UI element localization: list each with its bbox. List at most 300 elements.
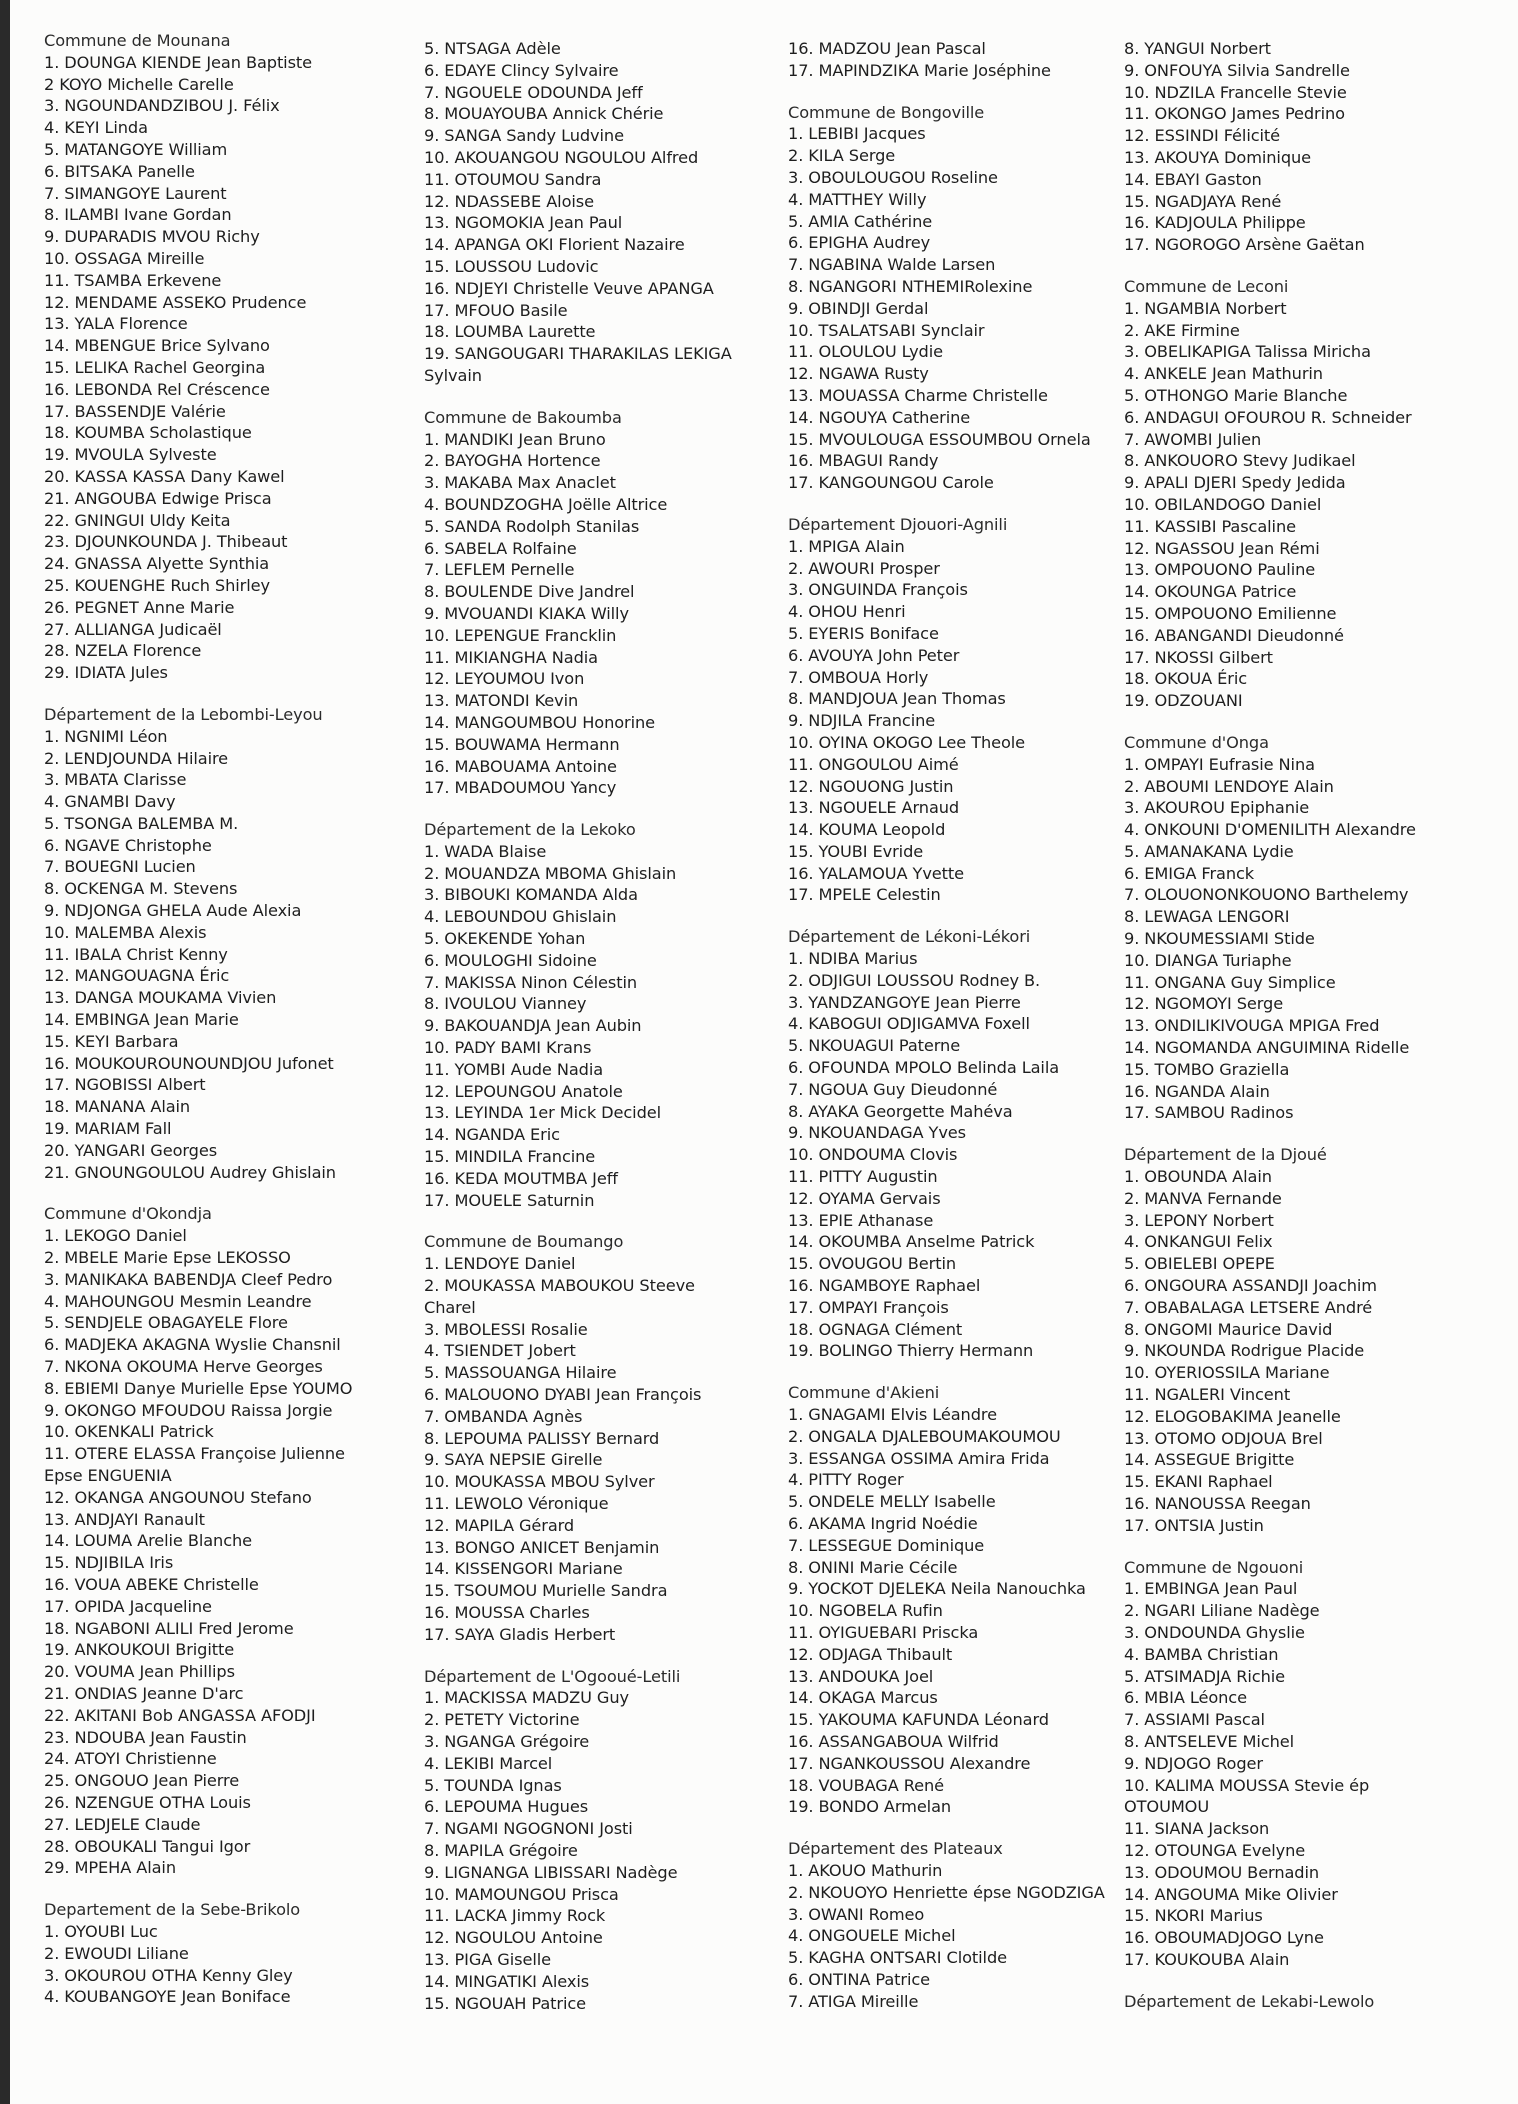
list-item: 8. ANKOUORO Stevy Judikael	[1124, 451, 1356, 471]
list-item: 14. ASSEGUE Brigitte	[1124, 1450, 1295, 1470]
list-item: 2. MOUKASSA MABOUKOU Steeve	[424, 1276, 695, 1296]
list-item: 16. NANOUSSA Reegan	[1124, 1494, 1311, 1513]
list-item: 4. ONGOUELE Michel	[788, 1926, 956, 1946]
list-item: 27. ALLIANGA Judicaël	[44, 619, 222, 639]
list-item: 17. MFOUO Basile	[424, 300, 568, 320]
list-item: 10. OYINA OKOGO Lee Theole	[788, 732, 1026, 752]
list-item: 6. ANDAGUI OFOUROU R. Schneider	[1124, 407, 1412, 427]
list-item: 23. DJOUNKOUNDA J. Thibeaut	[44, 532, 288, 552]
list-item: 12. MAPILA Gérard	[424, 1515, 575, 1535]
list-item: 17. KOUKOUBA Alain	[1124, 1949, 1290, 1969]
list-item: 16. MOUKOUROUNOUNDJOU Jufonet	[44, 1053, 334, 1073]
list-item: 18. OGNAGA Clément	[788, 1319, 963, 1339]
list-item: 10. MALEMBA Alexis	[44, 922, 207, 942]
list-item: 3. BIBOUKI KOMANDA Alda	[424, 885, 638, 905]
list-item: 1. NDIBA Marius	[788, 949, 918, 969]
list-item: 7. NGABINA Walde Larsen	[788, 255, 996, 275]
list-item: 4. GNAMBI Davy	[44, 792, 176, 812]
list-item: 13. YALA Florence	[44, 314, 188, 334]
list-item: 9. BAKOUANDJA Jean Aubin	[424, 1016, 642, 1036]
list-item: 23. NDOUBA Jean Faustin	[44, 1727, 247, 1747]
list-item: 8. ILAMBI Ivane Gordan	[44, 205, 232, 225]
column-3	[788, 38, 1105, 2033]
list-item: 14. OKAGA Marcus	[788, 1688, 938, 1708]
list-item: 25. ONGOUO Jean Pierre	[44, 1771, 240, 1791]
list-item: 2. ODJIGUI LOUSSOU Rodney B.	[788, 970, 1041, 990]
list-item: 13. NGOMOKIA Jean Paul	[424, 213, 623, 233]
list-item: 1. OMPAYI Eufrasie Nina	[1124, 754, 1315, 774]
list-item: 5. OKEKENDE Yohan	[424, 929, 586, 949]
list-item: 9. NKOUMESSIAMI Stide	[1124, 929, 1315, 949]
list-item: 9. NKOUANDAGA Yves	[788, 1123, 966, 1143]
list-item: 1. MANDIKI Jean Bruno	[424, 429, 606, 449]
list-item: 5. OTHONGO Marie Blanche	[1124, 385, 1348, 405]
list-item: 18. VOUBAGA René	[788, 1775, 945, 1795]
list-item: 13. MOUASSA Charme Christelle	[788, 385, 1048, 405]
list-item: 16. KADJOULA Philippe	[1124, 213, 1306, 233]
list-item: 20. YANGARI Georges	[44, 1140, 218, 1160]
list-item: 2. AKE Firmine	[1124, 320, 1240, 340]
list-item: 14. NGANDA Eric	[424, 1125, 560, 1145]
list-item: 15. NGOUAH Patrice	[424, 1993, 587, 2013]
list-item: 10. OBILANDOGO Daniel	[1124, 494, 1322, 514]
list-item: 1. NGNIMI Léon	[44, 726, 168, 746]
list-item: 11. NGALERI Vincent	[1124, 1385, 1291, 1405]
list-item: 10. OYERIOSSILA Mariane	[1124, 1363, 1330, 1383]
list-item: 14. EBAYI Gaston	[1124, 169, 1262, 189]
list-item: 10. OSSAGA Mireille	[44, 248, 205, 268]
section-title: Département de Lékoni-Lékori	[788, 927, 1031, 947]
list-item: 11. OYIGUEBARI Priscka	[788, 1622, 979, 1642]
list-item: 9. NDJONGA GHELA Aude Alexia	[44, 901, 302, 921]
list-item: 7. SIMANGOYE Laurent	[44, 183, 227, 203]
list-item: 21. GNOUNGOULOU Audrey Ghislain	[44, 1162, 336, 1182]
list-item: 5. SENDJELE OBAGAYELE Flore	[44, 1313, 288, 1333]
list-item: 13. ANDOUKA Joel	[788, 1666, 934, 1686]
list-item: 8. LEPOUMA PALISSY Bernard	[424, 1428, 660, 1448]
list-item: 6. AVOUYA John Peter	[788, 645, 960, 665]
list-item: 10. OKENKALI Patrick	[44, 1422, 214, 1442]
list-item: 16. MADZOU Jean Pascal	[788, 39, 986, 58]
section	[44, 704, 352, 1184]
list-item: 13. NGOUELE Arnaud	[788, 798, 960, 818]
list-item: 3. OBOULOUGOU Roseline	[788, 167, 998, 187]
section	[788, 102, 1105, 494]
list-item: 12. NDASSEBE Aloise	[424, 191, 594, 211]
list-item: 12. OYAMA Gervais	[788, 1188, 941, 1208]
list-item: 5. ATSIMADJA Richie	[1124, 1666, 1286, 1686]
list-item: 6. NGAVE Christophe	[44, 835, 212, 855]
list-item: 11. PITTY Augustin	[788, 1167, 938, 1187]
section	[1124, 732, 1416, 1124]
list-item: 11. YOMBI Aude Nadia	[424, 1059, 604, 1079]
list-item: 7. OLOUONONKOUONO Barthelemy	[1124, 885, 1409, 905]
list-item: Epse ENGUENIA	[44, 1466, 172, 1485]
list-item: 3. MANIKAKA BABENDJA Cleef Pedro	[44, 1269, 333, 1289]
list-item: 13. LEYINDA 1er Mick Decidel	[424, 1103, 662, 1123]
list-item: 9. NKOUNDA Rodrigue Placide	[1124, 1341, 1365, 1361]
list-item: 12. NGOMOYI Serge	[1124, 994, 1284, 1014]
list-item: 9. SAYA NEPSIE Girelle	[424, 1450, 603, 1470]
list-item: 17. NGOROGO Arsène Gaëtan	[1124, 235, 1365, 255]
list-item: 3. LEPONY Norbert	[1124, 1210, 1274, 1230]
section	[1124, 1144, 1416, 1536]
list-item: 13. PIGA Giselle	[424, 1949, 551, 1969]
list-item: 9. APALI DJERI Spedy Jedida	[1124, 473, 1346, 493]
list-item: 14. MINGATIKI Alexis	[424, 1971, 590, 1991]
list-item: 18. OKOUA Éric	[1124, 669, 1248, 689]
list-item: 12. MENDAME ASSEKO Prudence	[44, 292, 307, 312]
list-item: 13. BONGO ANICET Benjamin	[424, 1537, 660, 1557]
list-item: 2. KILA Serge	[788, 146, 896, 166]
section-title: Commune de Leconi	[1124, 276, 1289, 296]
list-item: Sylvain	[424, 365, 482, 385]
list-item: 10. MAMOUNGOU Prisca	[424, 1884, 619, 1904]
list-item: 2. MBELE Marie Epse LEKOSSO	[44, 1248, 291, 1268]
list-item: 12. ESSINDI Félicité	[1124, 126, 1281, 146]
section	[1124, 276, 1416, 712]
section	[44, 1899, 352, 2008]
list-item: 15. TOMBO Graziella	[1124, 1059, 1290, 1079]
list-item: 3. ONDOUNDA Ghyslie	[1124, 1622, 1305, 1642]
list-item: 12. NGOULOU Antoine	[424, 1928, 603, 1948]
list-item: 11. OTOUMOU Sandra	[424, 169, 602, 189]
list-item: 28. OBOUKALI Tangui Igor	[44, 1836, 251, 1856]
list-item: 11. IBALA Christ Kenny	[44, 944, 228, 964]
section	[424, 407, 732, 799]
list-item: 12. ODJAGA Thibault	[788, 1644, 953, 1664]
list-item: 15. OMPOUONO Emilienne	[1124, 603, 1337, 623]
list-item: 4. PITTY Roger	[788, 1470, 904, 1490]
list-item: 7. OMBANDA Agnès	[424, 1406, 583, 1426]
list-item: 14. OKOUNGA Patrice	[1124, 582, 1297, 602]
section-title: Commune d'Akieni	[788, 1383, 940, 1403]
list-item: 8. NGANGORI NTHEMIRolexine	[788, 276, 1033, 296]
list-item: 5. MATANGOYE William	[44, 139, 228, 159]
section	[788, 38, 1105, 82]
list-item: 2. NGARI Liliane Nadège	[1124, 1601, 1320, 1621]
list-item: 14. MANGOUMBOU Honorine	[424, 712, 656, 732]
list-item: 16. ABANGANDI Dieudonné	[1124, 625, 1344, 645]
list-item: 13. OMPOUONO Pauline	[1124, 560, 1316, 580]
section-title: Département de Lekabi-Lewolo	[1124, 1991, 1375, 2011]
list-item: 2. LENDJOUNDA Hilaire	[44, 748, 229, 768]
list-item: 22. AKITANI Bob ANGASSA AFODJI	[44, 1705, 316, 1725]
list-item: 16. YALAMOUA Yvette	[788, 863, 965, 883]
list-item: 1. LEKOGO Daniel	[44, 1226, 187, 1246]
list-item: 16. MBAGUI Randy	[788, 451, 939, 471]
list-item: 9. SANGA Sandy Ludvine	[424, 126, 624, 146]
list-item: 9. NDJOGO Roger	[1124, 1753, 1263, 1773]
list-item: 4. KOUBANGOYE Jean Boniface	[44, 1987, 291, 2007]
list-item: 17. MBADOUMOU Yancy	[424, 778, 617, 798]
list-item: 2. MANVA Fernande	[1124, 1188, 1282, 1208]
list-item: 24. GNASSA Alyette Synthia	[44, 554, 270, 574]
list-item: 14. MBENGUE Brice Sylvano	[44, 336, 270, 356]
list-item: 14. KOUMA Leopold	[788, 820, 946, 840]
section-title: Commune de Mounana	[44, 31, 231, 50]
section-title: Departement de la Sebe-Brikolo	[44, 1900, 301, 1920]
list-item: 6. MBIA Léonce	[1124, 1688, 1247, 1708]
list-item: 16. MOUSSA Charles	[424, 1602, 590, 1622]
list-item: 12. NGASSOU Jean Rémi	[1124, 538, 1320, 558]
list-item: 19. ANKOUKOUI Brigitte	[44, 1640, 235, 1660]
list-item: 18. KOUMBA Scholastique	[44, 423, 252, 443]
list-item: 7. AWOMBI Julien	[1124, 429, 1262, 449]
section	[44, 1203, 352, 1879]
list-item: 14. KISSENGORI Mariane	[424, 1559, 623, 1579]
list-item: 5. AMIA Cathérine	[788, 211, 933, 231]
list-item: 7. MAKISSA Ninon Célestin	[424, 972, 638, 992]
list-item: 11. TSAMBA Erkevene	[44, 270, 222, 290]
list-item: 2. BAYOGHA Hortence	[424, 451, 601, 471]
list-item: 14. APANGA OKI Florient Nazaire	[424, 235, 685, 255]
section	[44, 30, 352, 684]
list-item: 19. ODZOUANI	[1124, 691, 1243, 711]
list-item: 19. SANGOUGARI THARAKILAS LEKIGA	[424, 344, 732, 364]
list-item: 15. NDJIBILA Iris	[44, 1553, 174, 1573]
list-item: 1. MACKISSA MADZU Guy	[424, 1688, 629, 1708]
list-item: 9. YOCKOT DJELEKA Neila Nanouchka	[788, 1579, 1086, 1599]
list-item: 27. LEDJELE Claude	[44, 1814, 201, 1834]
list-item: 5. OBIELEBI OPEPE	[1124, 1254, 1275, 1274]
list-item: 4. ONKOUNI D'OMENILITH Alexandre	[1124, 820, 1416, 840]
list-item: 14. EMBINGA Jean Marie	[44, 1010, 239, 1030]
list-item: 8. EBIEMI Danye Murielle Epse YOUMO	[44, 1378, 353, 1398]
list-item: 15. MINDILA Francine	[424, 1147, 596, 1167]
section-title: Département Djouori-Agnili	[788, 514, 1008, 534]
list-item: 16. KEDA MOUTMBA Jeff	[424, 1168, 618, 1188]
list-item: 3. AKOUROU Epiphanie	[1124, 798, 1310, 818]
list-item: 20. VOUMA Jean Phillips	[44, 1662, 235, 1682]
list-item: 28. NZELA Florence	[44, 641, 202, 661]
list-item: 26. NZENGUE OTHA Louis	[44, 1792, 251, 1812]
section	[1124, 1991, 1416, 2013]
list-item: 2. ABOUMI LENDOYE Alain	[1124, 776, 1334, 796]
list-item: 11. ONGANA Guy Simplice	[1124, 972, 1336, 992]
list-item: 4. KABOGUI ODJIGAMVA Foxell	[788, 1014, 1030, 1034]
list-item: 11. MIKIANGHA Nadia	[424, 647, 598, 667]
list-item: 6. EDAYE Clincy Sylvaire	[424, 60, 619, 80]
list-item: 2. PETETY Victorine	[424, 1710, 580, 1730]
list-item: 10. NGOBELA Rufin	[788, 1601, 943, 1621]
list-item: OTOUMOU	[1124, 1797, 1210, 1817]
column-2	[424, 38, 732, 2034]
section	[788, 926, 1105, 1362]
list-item: 17. MOUELE Saturnin	[424, 1190, 595, 1210]
list-item: 11. ONGOULOU Aimé	[788, 754, 959, 774]
list-item: 7. NGOUA Guy Dieudonné	[788, 1079, 998, 1099]
list-item: 10. MOUKASSA MBOU Sylver	[424, 1472, 655, 1492]
list-item: 16. LEBONDA Rel Créscence	[44, 379, 270, 399]
list-item: 4. BAMBA Christian	[1124, 1644, 1279, 1664]
list-item: Charel	[424, 1297, 476, 1317]
list-item: 2 KOYO Michelle Carelle	[44, 74, 234, 94]
list-item: 10. ONDOUMA Clovis	[788, 1145, 958, 1165]
list-item: 11. SIANA Jackson	[1124, 1819, 1270, 1839]
list-item: 2. MOUANDZA MBOMA Ghislain	[424, 863, 677, 883]
list-item: 7. NGOUELE ODOUNDA Jeff	[424, 82, 643, 102]
section-title: Commune d'Okondja	[44, 1204, 212, 1224]
list-item: 14. NGOMANDA ANGUIMINA Ridelle	[1124, 1038, 1410, 1058]
list-item: 17. SAMBOU Radinos	[1124, 1103, 1294, 1123]
list-item: 12. LEPOUNGOU Anatole	[424, 1081, 623, 1101]
list-item: 19. MVOULA Sylveste	[44, 445, 217, 465]
list-item: 8. OCKENGA M. Stevens	[44, 879, 238, 899]
list-item: 5. AMANAKANA Lydie	[1124, 841, 1294, 861]
list-item: 21. ANGOUBA Edwige Prisca	[44, 488, 272, 508]
list-item: 15. TSOUMOU Murielle Sandra	[424, 1581, 668, 1601]
list-item: 11. KASSIBI Pascaline	[1124, 516, 1296, 536]
list-item: 3. MBATA Clarisse	[44, 770, 187, 790]
list-item: 6. EPIGHA Audrey	[788, 233, 931, 253]
list-item: 2. NKOUOYO Henriette épse NGODZIGA	[788, 1882, 1105, 1902]
list-item: 24. ATOYI Christienne	[44, 1749, 217, 1769]
list-item: 7. NKONA OKOUMA Herve Georges	[44, 1357, 323, 1377]
list-item: 15. NGADJAYA René	[1124, 191, 1282, 211]
section-title: Commune de Bongoville	[788, 102, 985, 122]
list-item: 1. MPIGA Alain	[788, 536, 905, 556]
list-item: 1. EMBINGA Jean Paul	[1124, 1579, 1298, 1599]
list-item: 8. MAPILA Grégoire	[424, 1840, 578, 1860]
list-item: 15. YAKOUMA KAFUNDA Léonard	[788, 1710, 1049, 1730]
list-item: 8. IVOULOU Vianney	[424, 994, 587, 1014]
list-item: 11. OLOULOU Lydie	[788, 342, 943, 362]
list-item: 25. KOUENGHE Ruch Shirley	[44, 575, 270, 595]
list-item: 29. IDIATA Jules	[44, 663, 168, 683]
list-item: 17. NGANKOUSSOU Alexandre	[788, 1753, 1031, 1773]
list-item: 1. DOUNGA KIENDE Jean Baptiste	[44, 52, 313, 72]
list-item: 11. LEWOLO Véronique	[424, 1494, 609, 1513]
list-item: 12. ELOGOBAKIMA Jeanelle	[1124, 1406, 1341, 1426]
list-item: 5. TOUNDA Ignas	[424, 1775, 562, 1795]
list-item: 3. MBOLESSI Rosalie	[424, 1319, 588, 1339]
list-item: 10. KALIMA MOUSSA Stevie ép	[1124, 1775, 1370, 1795]
list-item: 3. ESSANGA OSSIMA Amira Frida	[788, 1448, 1050, 1468]
list-item: 8. AYAKA Georgette Mahéva	[788, 1101, 1013, 1121]
list-item: 9. OKONGO MFOUDOU Raissa Jorgie	[44, 1400, 333, 1420]
section-title: Commune de Bakoumba	[424, 407, 622, 427]
list-item: 10. LEPENGUE Francklin	[424, 625, 617, 645]
list-item: 29. MPEHA Alain	[44, 1858, 176, 1878]
list-item: 8. BOULENDE Dive Jandrel	[424, 582, 635, 602]
section-title: Département de L'Ogooué-Letili	[424, 1666, 681, 1686]
list-item: 8. ANTSELEVE Michel	[1124, 1731, 1295, 1751]
list-item: 2. ONGALA DJALEBOUMAKOUMOU	[788, 1426, 1061, 1446]
list-item: 8. MANDJOUA Jean Thomas	[788, 689, 1006, 709]
list-item: 9. ONFOUYA Silvia Sandrelle	[1124, 60, 1350, 80]
list-item: 5. KAGHA ONTSARI Clotilde	[788, 1948, 1007, 1968]
list-item: 13. OTOMO ODJOUA Brel	[1124, 1428, 1323, 1448]
list-item: 3. OWANI Romeo	[788, 1904, 925, 1924]
list-item: 22. GNINGUI Uldy Keita	[44, 510, 231, 530]
list-item: 16. MABOUAMA Antoine	[424, 756, 617, 776]
list-item: 4. LEBOUNDOU Ghislain	[424, 907, 617, 927]
list-item: 13. AKOUYA Dominique	[1124, 147, 1312, 167]
list-item: 8. ONINI Marie Cécile	[788, 1557, 958, 1577]
list-item: 1. WADA Blaise	[424, 841, 547, 861]
list-item: 7. ATIGA Mireille	[788, 1991, 919, 2011]
list-item: 2. EWOUDI Liliane	[44, 1943, 189, 1963]
list-item: 17. OPIDA Jacqueline	[44, 1596, 212, 1616]
list-item: 11. OTERE ELASSA Françoise Julienne	[44, 1444, 345, 1464]
section-title: Commune de Boumango	[424, 1232, 624, 1252]
list-item: 4. ANKELE Jean Mathurin	[1124, 364, 1323, 384]
list-item: 15. BOUWAMA Hermann	[424, 734, 620, 754]
list-item: 5. TSONGA BALEMBA M.	[44, 813, 239, 833]
list-item: 1. AKOUO Mathurin	[788, 1860, 943, 1880]
list-item: 6. ONGOURA ASSANDJI Joachim	[1124, 1276, 1377, 1296]
list-item: 6. MADJEKA AKAGNA Wyslie Chansnil	[44, 1335, 341, 1355]
list-item: 16. NGANDA Alain	[1124, 1081, 1270, 1101]
list-item: 26. PEGNET Anne Marie	[44, 597, 235, 617]
list-item: 12. LEYOUMOU Ivon	[424, 669, 585, 689]
list-item: 6. MOULOGHI Sidoine	[424, 950, 597, 970]
list-item: 15. YOUBI Evride	[788, 841, 924, 861]
list-item: 5. ONDELE MELLY Isabelle	[788, 1492, 996, 1512]
list-item: 8. YANGUI Norbert	[1124, 39, 1271, 58]
list-item: 15. MVOULOUGA ESSOUMBOU Ornela	[788, 429, 1091, 449]
list-item: 11. OKONGO James Pedrino	[1124, 104, 1345, 124]
list-item: 19. BOLINGO Thierry Hermann	[788, 1341, 1034, 1361]
list-item: 16. ASSANGABOUA Wilfrid	[788, 1731, 999, 1751]
list-item: 19. BONDO Armelan	[788, 1797, 952, 1817]
column-1	[44, 30, 352, 2028]
list-item: 9. DUPARADIS MVOU Richy	[44, 227, 260, 247]
list-item: 7. OBABALAGA LETSERE André	[1124, 1297, 1373, 1317]
list-item: 5. NKOUAGUI Paterne	[788, 1036, 961, 1056]
list-item: 14. NGOUYA Catherine	[788, 407, 971, 427]
list-item: 4. OHOU Henri	[788, 602, 906, 622]
list-item: 7. BOUEGNI Lucien	[44, 857, 196, 877]
list-item: 9. NDJILA Francine	[788, 711, 936, 731]
list-item: 17. KANGOUNGOU Carole	[788, 473, 994, 493]
section-title: Département de la Djoué	[1124, 1145, 1327, 1165]
section-title: Commune de Ngouoni	[1124, 1557, 1304, 1577]
list-item: 6. ONTINA Patrice	[788, 1969, 931, 1989]
list-item: 3. NGANGA Grégoire	[424, 1731, 590, 1751]
list-item: 15. LELIKA Rachel Georgina	[44, 357, 266, 377]
list-item: 3. OKOUROU OTHA Kenny Gley	[44, 1965, 293, 1985]
list-item: 17. SAYA Gladis Herbert	[424, 1624, 616, 1644]
section	[424, 38, 732, 387]
section	[424, 1231, 732, 1645]
section	[424, 819, 732, 1211]
list-item: 8. MOUAYOUBA Annick Chérie	[424, 104, 664, 124]
list-item: 4. KEYI Linda	[44, 118, 148, 138]
list-item: 18. NGABONI ALILI Fred Jerome	[44, 1618, 294, 1638]
list-item: 5. EYERIS Boniface	[788, 623, 939, 643]
list-item: 15. NKORI Marius	[1124, 1906, 1263, 1926]
list-item: 20. KASSA KASSA Dany Kawel	[44, 466, 285, 486]
list-item: 12. OTOUNGA Evelyne	[1124, 1840, 1306, 1860]
list-item: 17. MPELE Celestin	[788, 885, 941, 905]
section-title: Département de la Lekoko	[424, 820, 636, 840]
list-item: 5. SANDA Rodolph Stanilas	[424, 516, 640, 536]
list-item: 10. TSALATSABI Synclair	[788, 320, 985, 340]
list-item: 15. OVOUGOU Bertin	[788, 1254, 957, 1274]
list-item: 6. AKAMA Ingrid Noédie	[788, 1514, 978, 1533]
section	[788, 1382, 1105, 1818]
list-item: 12. NGAWA Rusty	[788, 364, 929, 384]
list-item: 1. OBOUNDA Alain	[1124, 1167, 1272, 1187]
list-item: 14. ANGOUMA Mike Olivier	[1124, 1884, 1338, 1904]
list-item: 7. OMBOUA Horly	[788, 667, 929, 687]
list-item: 16. VOUA ABEKE Christelle	[44, 1574, 259, 1594]
section	[1124, 38, 1416, 256]
list-item: 13. EPIE Athanase	[788, 1210, 934, 1230]
list-item: 16. NGAMBOYE Raphael	[788, 1276, 981, 1296]
